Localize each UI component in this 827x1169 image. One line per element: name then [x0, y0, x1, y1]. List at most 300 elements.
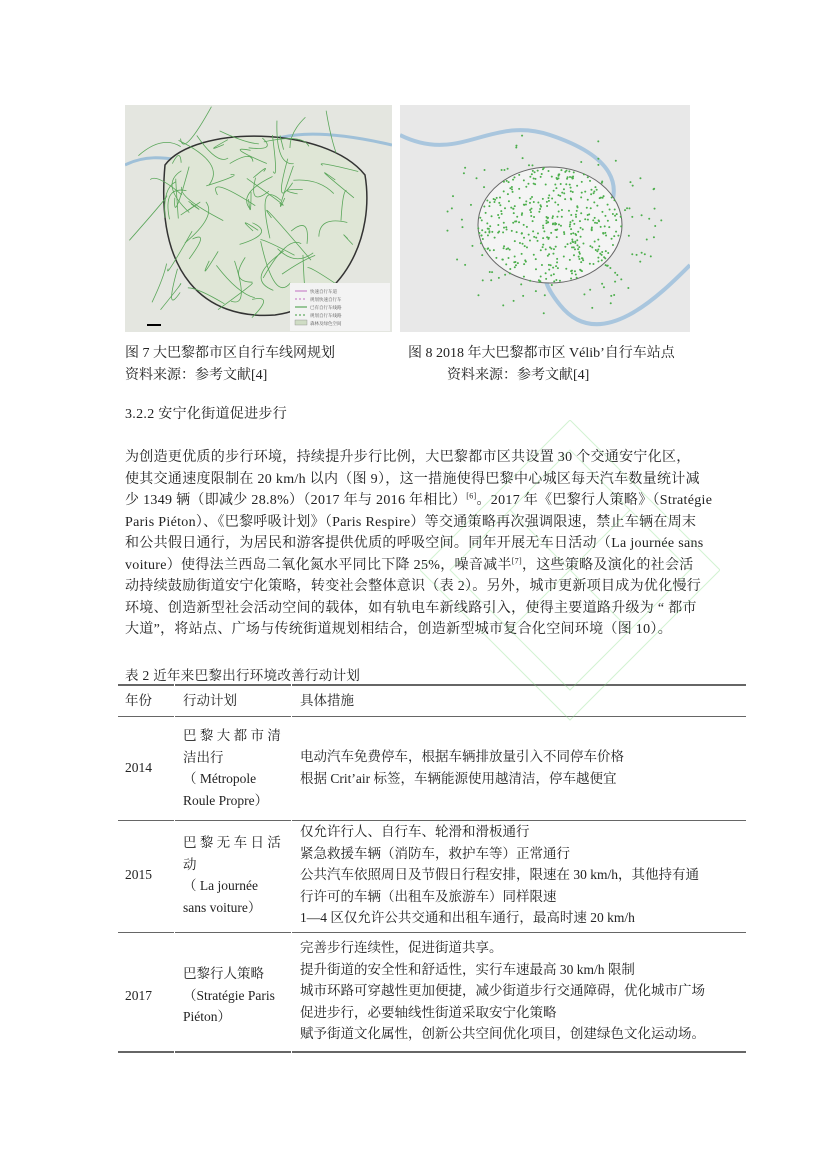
station-dot — [554, 222, 556, 224]
station-dot — [509, 272, 511, 274]
station-dot — [548, 253, 550, 255]
legend-item: 森林及绿色空间 — [310, 321, 342, 326]
station-dot — [486, 199, 488, 201]
station-dot — [610, 302, 612, 304]
station-dot — [463, 172, 465, 174]
station-dot — [533, 236, 535, 238]
legend-item: 规划快速自行车 — [310, 297, 342, 302]
station-dot — [573, 246, 575, 248]
station-dot — [624, 209, 626, 211]
station-dot — [477, 227, 479, 229]
station-dot — [576, 277, 578, 279]
station-dot — [563, 231, 565, 233]
station-dot — [601, 182, 603, 184]
station-dot — [556, 216, 558, 218]
station-dot — [551, 176, 553, 178]
station-dot — [550, 232, 552, 234]
station-dot — [601, 283, 603, 285]
figure-8-velib-stations-map — [400, 105, 690, 332]
station-dot — [604, 257, 606, 259]
station-dot — [580, 227, 582, 229]
station-dot — [547, 217, 549, 219]
station-dot — [506, 180, 508, 182]
station-dot — [551, 198, 553, 200]
station-dot — [611, 197, 613, 199]
station-dot — [616, 213, 618, 215]
station-dot — [571, 246, 573, 248]
station-dot — [484, 169, 486, 171]
station-dot — [446, 230, 448, 232]
station-dot — [588, 213, 590, 215]
station-dot — [574, 248, 576, 250]
citation: [6] — [466, 491, 477, 501]
station-dot — [629, 181, 631, 183]
station-dot — [600, 226, 602, 228]
station-dot — [503, 227, 505, 229]
station-dot — [613, 199, 615, 201]
station-dot — [559, 280, 561, 282]
station-dot — [571, 178, 573, 180]
station-dot — [614, 272, 616, 274]
station-dot — [600, 197, 602, 199]
station-dot — [568, 170, 570, 172]
station-dot — [481, 254, 483, 256]
station-dot — [464, 167, 466, 169]
station-dot — [584, 218, 586, 220]
figure-8-caption: 图 8 2018 年大巴黎都市区 Vélib’自行车站点 — [408, 346, 675, 361]
text: 少 1349 辆（即减少 28.8%）（2017 年与 2016 年相比） — [125, 493, 467, 508]
station-dot — [589, 289, 591, 291]
station-dot — [631, 253, 633, 255]
station-dot — [602, 197, 604, 199]
station-dot — [557, 204, 559, 206]
plan-cell: 巴 黎 无 车 日 活 动 （ La journée sans voiture） — [183, 835, 281, 915]
station-dot — [597, 158, 599, 160]
station-dot — [611, 238, 613, 240]
station-dot — [548, 264, 550, 266]
station-dot — [542, 244, 544, 246]
station-dot — [589, 180, 591, 182]
station-dot — [499, 196, 501, 198]
station-dot — [513, 212, 515, 214]
station-dot — [542, 227, 544, 229]
station-dot — [502, 231, 504, 233]
station-dot — [506, 229, 508, 231]
station-dot — [530, 198, 532, 200]
station-dot — [503, 247, 505, 249]
year-cell: 2017 — [125, 988, 152, 1003]
station-dot — [471, 245, 473, 247]
station-dot — [628, 235, 630, 237]
station-dot — [512, 222, 514, 224]
station-dot — [580, 261, 582, 263]
station-dot — [533, 216, 535, 218]
station-dot — [552, 267, 554, 269]
station-dot — [574, 270, 576, 272]
station-dot — [532, 220, 534, 222]
station-dot — [577, 231, 579, 233]
station-dot — [505, 263, 507, 265]
station-dot — [541, 173, 543, 175]
station-dot — [540, 206, 542, 208]
station-dot — [564, 198, 566, 200]
station-dot — [589, 263, 591, 265]
column-gap — [174, 684, 175, 1053]
station-dot — [547, 170, 549, 172]
station-dot — [537, 240, 539, 242]
station-dot — [508, 200, 510, 202]
text: ，这些策略及演化的社会活 — [521, 558, 694, 573]
station-dot — [593, 192, 595, 194]
station-dot — [490, 279, 492, 281]
station-dot — [543, 230, 545, 232]
station-dot — [496, 197, 498, 199]
station-dot — [598, 220, 600, 222]
station-dot — [569, 221, 571, 223]
station-dot — [514, 256, 516, 258]
station-dot — [553, 190, 555, 192]
station-dot — [592, 219, 594, 221]
station-dot — [517, 262, 519, 264]
station-dot — [543, 312, 545, 314]
station-dot — [552, 215, 554, 217]
station-dot — [552, 253, 554, 255]
station-dot — [615, 219, 617, 221]
header-measures: 具体措施 — [300, 693, 354, 708]
station-dot — [501, 213, 503, 215]
station-dot — [507, 193, 509, 195]
station-dot — [514, 266, 516, 268]
station-dot — [592, 263, 594, 265]
station-dot — [516, 216, 518, 218]
station-dot — [583, 173, 585, 175]
station-dot — [570, 278, 572, 280]
station-dot — [542, 198, 544, 200]
station-dot — [495, 257, 497, 259]
station-dot — [576, 210, 578, 212]
station-dot — [593, 201, 595, 203]
station-dot — [613, 235, 615, 237]
station-dot — [498, 202, 500, 204]
station-dot — [641, 214, 643, 216]
station-dot — [603, 286, 605, 288]
measures-cell: 完善步行连续性，促进街道共享。 提升街道的安全性和舒适性，实行车速最高 30 km/h 限制 城市环路可穿越性更加便捷，减少街道步行交通障碍，优化城市广场 促进步行，必要轴线性街道采取安宁化策略 赋予街道文化属性，创新公共空间优化项目，创建绿色文化运动场。 — [300, 940, 705, 1041]
station-dot — [628, 207, 630, 209]
station-dot — [525, 186, 527, 188]
station-dot — [483, 205, 485, 207]
station-dot — [572, 191, 574, 193]
station-dot — [470, 204, 472, 206]
station-dot — [548, 237, 550, 239]
paragraph-line: 使其交通速度限制在 20 km/h 以内（图 9），这一措施使得巴黎中心城区每天汽车数量统计减 — [125, 472, 700, 487]
station-dot — [489, 201, 491, 203]
station-dot — [563, 192, 565, 194]
station-dot — [639, 261, 641, 263]
year-cell: 2015 — [125, 867, 152, 882]
station-dot — [493, 249, 495, 251]
station-dot — [570, 233, 572, 235]
station-dot — [591, 226, 593, 228]
station-dot — [488, 228, 490, 230]
station-dot — [515, 220, 517, 222]
station-dot — [555, 279, 557, 281]
station-dot — [528, 234, 530, 236]
station-dot — [491, 231, 493, 233]
section-heading: 3.2.2 安宁化街道促进步行 — [125, 407, 287, 422]
station-dot — [551, 284, 553, 286]
station-dot — [576, 185, 578, 187]
station-dot — [554, 201, 556, 203]
station-dot — [641, 252, 643, 254]
station-dot — [538, 211, 540, 213]
station-dot — [529, 209, 531, 211]
station-dot — [542, 246, 544, 248]
station-dot — [587, 176, 589, 178]
station-dot — [607, 220, 609, 222]
station-dot — [507, 168, 509, 170]
station-dot — [598, 245, 600, 247]
station-dot — [597, 140, 599, 142]
station-dot — [591, 246, 593, 248]
station-dot — [653, 188, 655, 190]
station-dot — [556, 177, 558, 179]
figure-7-caption: 图 7 大巴黎都市区自行车线网规划 — [125, 346, 335, 361]
station-dot — [606, 265, 608, 267]
station-dot — [477, 294, 479, 296]
station-dot — [537, 201, 539, 203]
station-dot — [568, 210, 570, 212]
station-dot — [529, 176, 531, 178]
station-dot — [561, 192, 563, 194]
station-dot — [500, 210, 502, 212]
legend-item: 快速自行车道 — [310, 289, 337, 294]
paragraph-line: 和公共假日通行，为居民和游客提供优质的呼吸空间。同年开展无车日活动（La journée sans — [125, 536, 704, 551]
paragraph-line: Paris Piéton）、《巴黎呼吸计划》（Paris Respire）等交通策略再次强调限速，禁止车辆在周末 — [125, 515, 697, 530]
station-dot — [572, 220, 574, 222]
station-dot — [519, 197, 521, 199]
station-dot — [513, 176, 515, 178]
station-dot — [507, 257, 509, 259]
station-dot — [560, 169, 562, 171]
station-dot — [498, 277, 500, 279]
station-dot — [528, 164, 530, 166]
station-dot — [594, 240, 596, 242]
station-dot — [479, 217, 481, 219]
station-dot — [542, 225, 544, 227]
table-top-rule — [118, 684, 746, 686]
station-dot — [529, 280, 531, 282]
station-dot — [582, 258, 584, 260]
station-dot — [531, 173, 533, 175]
station-dot — [529, 239, 531, 241]
station-dot — [626, 207, 628, 209]
paragraph-line — [125, 554, 694, 574]
station-dot — [509, 249, 511, 251]
station-dot — [553, 273, 555, 275]
station-dot — [581, 181, 583, 183]
station-dot — [586, 207, 588, 209]
station-dot — [553, 280, 555, 282]
station-dot — [503, 181, 505, 183]
paragraph-line: 为创造更优质的步行环境，持续提升步行比例，大巴黎都市区共设置 30 个交通安宁化区， — [125, 450, 691, 465]
station-dot — [545, 278, 547, 280]
station-dot — [493, 198, 495, 200]
station-dot — [542, 237, 544, 239]
station-dot — [533, 201, 535, 203]
station-dot — [451, 207, 453, 209]
station-dot — [531, 196, 533, 198]
station-dot — [535, 268, 537, 270]
station-dot — [569, 223, 571, 225]
station-dot — [511, 230, 513, 232]
station-dot — [533, 178, 535, 180]
table-caption: 表 2 近年来巴黎出行环境改善行动计划 — [125, 668, 361, 683]
station-dot — [560, 183, 562, 185]
station-dot — [534, 171, 536, 173]
station-dot — [484, 248, 486, 250]
text: 。2017 年《巴黎行人策略》（Stratégie — [476, 493, 713, 508]
station-dot — [590, 207, 592, 209]
station-dot — [521, 214, 523, 216]
station-dot — [549, 246, 551, 248]
station-dot — [650, 255, 652, 257]
station-dot — [530, 215, 532, 217]
citation: [7] — [511, 556, 522, 566]
station-dot — [576, 239, 578, 241]
station-dot — [590, 189, 592, 191]
station-dot — [550, 274, 552, 276]
station-dot — [584, 191, 586, 193]
station-dot — [480, 242, 482, 244]
station-dot — [576, 244, 578, 246]
station-dot — [614, 215, 616, 217]
station-dot — [639, 177, 641, 179]
paragraph-line — [125, 489, 712, 509]
station-dot — [609, 208, 611, 210]
station-dot — [489, 225, 491, 227]
station-dot — [565, 183, 567, 185]
station-dot — [524, 245, 526, 247]
station-dot — [620, 278, 622, 280]
station-dot — [580, 196, 582, 198]
station-dot — [601, 211, 603, 213]
station-dot — [575, 216, 577, 218]
station-dot — [571, 270, 573, 272]
station-dot — [481, 234, 483, 236]
station-dot — [587, 219, 589, 221]
station-dot — [557, 177, 559, 179]
station-dot — [452, 195, 454, 197]
station-dot — [487, 248, 489, 250]
station-dot — [481, 219, 483, 221]
station-dot — [614, 281, 616, 283]
station-dot — [563, 256, 565, 258]
station-dot — [610, 295, 612, 297]
station-dot — [504, 274, 506, 276]
station-dot — [548, 200, 550, 202]
station-dot — [521, 212, 523, 214]
station-dot — [579, 269, 581, 271]
station-dot — [614, 209, 616, 211]
station-dot — [615, 160, 617, 162]
station-dot — [521, 233, 523, 235]
station-dot — [530, 208, 532, 210]
station-dot — [604, 232, 606, 234]
station-dot — [501, 169, 503, 171]
station-dot — [537, 170, 539, 172]
station-dot — [627, 287, 629, 289]
plan-cell: 巴黎行人策略 （Stratégie Paris Piéton） — [183, 966, 275, 1024]
station-dot — [597, 257, 599, 259]
station-dot — [570, 228, 572, 230]
station-dot — [535, 237, 537, 239]
station-dot — [632, 185, 634, 187]
station-dot — [564, 171, 566, 173]
station-dot — [609, 267, 611, 269]
station-dot — [521, 253, 523, 255]
station-dot — [503, 190, 505, 192]
station-dot — [572, 241, 574, 243]
station-dot — [593, 190, 595, 192]
station-dot — [527, 183, 529, 185]
station-dot — [615, 231, 617, 233]
station-dot — [506, 248, 508, 250]
plan-cell: 巴 黎 大 都 市 清 洁出行 （ Métropole Roule Propre） — [183, 728, 281, 808]
station-dot — [636, 254, 638, 256]
station-dot — [531, 164, 533, 166]
station-dot — [504, 207, 506, 209]
station-dot — [488, 230, 490, 232]
station-dot — [597, 239, 599, 241]
station-dot — [578, 246, 580, 248]
station-dot — [523, 237, 525, 239]
station-dot — [605, 234, 607, 236]
station-dot — [486, 222, 488, 224]
station-dot — [498, 217, 500, 219]
station-dot — [485, 212, 487, 214]
station-dot — [554, 183, 556, 185]
legend-item: 已有自行车线路 — [310, 305, 342, 310]
station-dot — [654, 225, 656, 227]
station-dot — [582, 243, 584, 245]
station-dot — [573, 254, 575, 256]
station-dot — [620, 225, 622, 227]
station-dot — [560, 225, 562, 227]
station-dot — [508, 181, 510, 183]
station-dot — [555, 246, 557, 248]
station-dot — [489, 271, 491, 273]
station-dot — [574, 233, 576, 235]
station-dot — [548, 194, 550, 196]
station-dot — [556, 228, 558, 230]
station-dot — [601, 259, 603, 261]
station-dot — [529, 202, 531, 204]
station-dot — [607, 204, 609, 206]
station-dot — [509, 268, 511, 270]
station-dot — [577, 248, 579, 250]
station-dot — [503, 169, 505, 171]
station-dot — [551, 217, 553, 219]
station-dot — [493, 201, 495, 203]
station-dot — [512, 179, 514, 181]
station-dot — [518, 188, 520, 190]
station-dot — [594, 217, 596, 219]
station-dot — [601, 251, 603, 253]
text: voiture）使得法兰西岛二氧化氮水平同比下降 25%，噪音减半 — [125, 558, 512, 573]
station-dot — [520, 283, 522, 285]
station-dot — [601, 254, 603, 256]
station-dot — [616, 274, 618, 276]
